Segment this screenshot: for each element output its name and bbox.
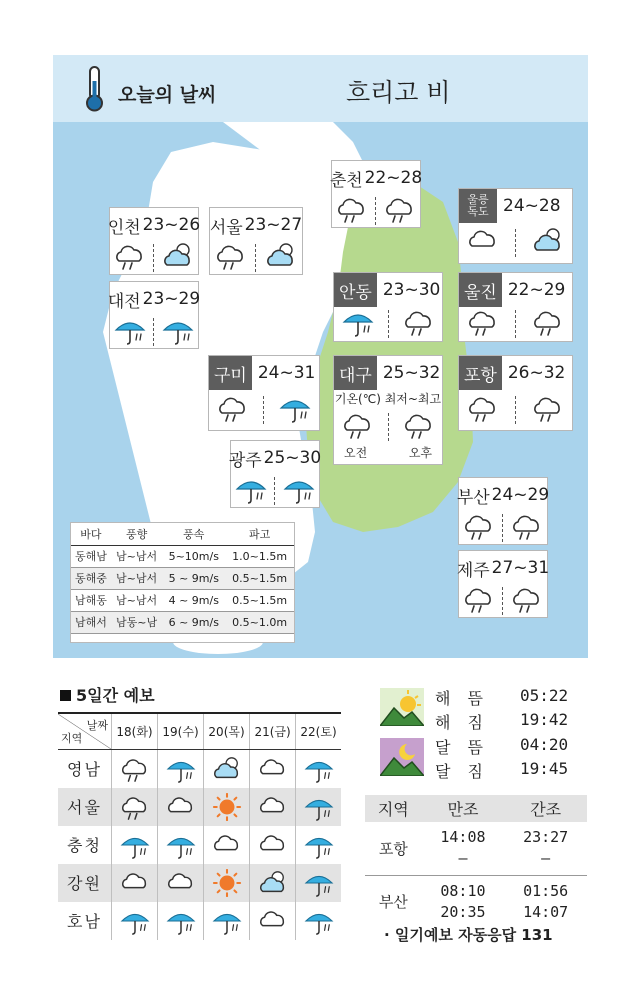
cloud-partly-sunny-icon [161, 241, 195, 275]
sun-icon [211, 793, 243, 821]
umbrella-rain-icon [165, 755, 197, 783]
umbrella-rain-icon [158, 826, 204, 864]
city-temp: 23~30 [382, 280, 441, 300]
umbrella-rain-icon [341, 307, 375, 337]
umbrella-rain-icon [204, 902, 250, 940]
cloud-rain-icon [113, 241, 147, 275]
umbrella-rain-icon [165, 831, 197, 859]
umbrella-rain-icon [303, 907, 335, 935]
cloud-partly-sunny-icon [250, 864, 296, 902]
cloud-rain-icon [510, 511, 544, 545]
auto-response-number: · 일기예보 자동응답 131 [384, 926, 553, 944]
table-row: 강원 [58, 864, 341, 902]
cloud-icon [257, 907, 289, 935]
cloud-partly-sunny-icon [161, 241, 195, 271]
cloud-rain-icon [462, 584, 496, 618]
city-temp: 25~32 [382, 363, 441, 383]
cloud-icon [257, 755, 289, 783]
city-temp: 25~30 [263, 448, 322, 468]
cloud-rain-icon [510, 511, 544, 541]
weather-map-panel [53, 55, 588, 658]
cloud-rain-icon [402, 410, 436, 444]
moonrise-row: 달 뜸 04:20 [435, 735, 569, 757]
table-row: 영남 [58, 750, 341, 788]
city-card-ulleung [458, 188, 573, 264]
cloud-rain-icon [402, 410, 436, 440]
city-card-gwangju [230, 440, 320, 508]
umbrella-rain-icon [161, 315, 195, 345]
cloud-icon [158, 864, 204, 902]
cloud-rain-icon [341, 410, 375, 440]
tide-header: 만조 [422, 795, 505, 822]
forecast-title: 5일간 예보 [60, 683, 155, 706]
city-temp: 24~29 [491, 485, 550, 505]
cloud-partly-sunny-icon [257, 869, 289, 897]
cloud-icon [250, 826, 296, 864]
sea-header: 바다 [71, 523, 111, 545]
city-name: 인천 [107, 217, 141, 238]
cloud-rain-icon [466, 393, 500, 423]
city-tag: 울릉 독도 [459, 189, 497, 223]
cloud-rain-icon [383, 194, 417, 224]
city-name: 대전 [107, 291, 141, 312]
map-header [53, 55, 588, 122]
corner-header: 날짜 지역 [58, 713, 112, 750]
sea-conditions-table [70, 522, 295, 643]
date-header: 21(금) [250, 713, 296, 750]
cloud-icon [466, 226, 500, 260]
table-row: 호남 [58, 902, 341, 940]
city-name: 제주 [456, 560, 490, 581]
umbrella-rain-icon [234, 474, 268, 508]
umbrella-rain-icon [282, 474, 316, 504]
umbrella-rain-icon [161, 315, 195, 349]
umbrella-rain-icon [303, 831, 335, 859]
city-tag: 구미 [209, 356, 252, 390]
cloud-rain-icon [466, 393, 500, 427]
cloud-rain-icon [531, 307, 565, 337]
date-header: 22(토) [296, 713, 341, 750]
umbrella-rain-icon [119, 831, 151, 859]
sea-header: 파고 [225, 523, 294, 545]
umbrella-rain-icon [296, 864, 341, 902]
umbrella-rain-icon [341, 307, 375, 341]
cloud-icon [211, 831, 243, 859]
table-row: 서울 [58, 788, 341, 826]
umbrella-rain-icon [112, 902, 158, 940]
city-card-pohang [458, 355, 573, 431]
table-row: 동해남 남~남서 5~10m/s 1.0~1.5m [71, 545, 294, 567]
umbrella-rain-icon [296, 788, 341, 826]
cloud-icon [466, 226, 500, 256]
city-temp: 23~29 [142, 289, 201, 309]
cloud-rain-icon [531, 307, 565, 341]
table-row: 충청 [58, 826, 341, 864]
city-card-andong [333, 272, 443, 342]
city-tag: 포항 [459, 356, 502, 390]
city-card-uljin [458, 272, 573, 342]
cloud-rain-icon [466, 307, 500, 337]
table-row: 남해동 남~남서 4 ~ 9m/s 0.5~1.5m [71, 589, 294, 611]
cloud-icon [158, 788, 204, 826]
tide-header: 지역 [365, 795, 422, 822]
five-day-forecast-table [58, 712, 341, 940]
temp-legend-note: 기온(℃) 최저~최고 [334, 392, 442, 406]
sunrise-row: 해 뜸 05:22 [435, 686, 569, 708]
cloud-rain-icon [402, 307, 436, 337]
cloud-icon [112, 864, 158, 902]
cloud-rain-icon [531, 393, 565, 427]
city-name: 춘천 [329, 170, 363, 191]
today-weather-label: 오늘의 날씨 [118, 84, 217, 106]
umbrella-rain-icon [303, 793, 335, 821]
pm-label: 오후 [408, 446, 432, 460]
table-row: 동해중 남~남서 5 ~ 9m/s 0.5~1.5m [71, 567, 294, 589]
cloud-rain-icon [466, 307, 500, 341]
city-card-daejeon [109, 281, 199, 349]
cloud-rain-icon [119, 755, 151, 783]
sun-icon [204, 864, 250, 902]
sea-header: 풍향 [111, 523, 162, 545]
umbrella-rain-icon [211, 907, 243, 935]
umbrella-rain-icon [296, 902, 341, 940]
tide-table [365, 795, 587, 928]
cloud-rain-icon [341, 410, 375, 444]
cloud-icon [257, 793, 289, 821]
city-card-chuncheon [331, 160, 421, 228]
weather-summary: 흐리고 비 [346, 78, 451, 107]
cloud-rain-icon [214, 241, 248, 271]
umbrella-rain-icon [165, 907, 197, 935]
cloud-icon [250, 902, 296, 940]
cloud-rain-icon [216, 393, 250, 427]
am-label: 오전 [344, 446, 368, 460]
cloud-partly-sunny-icon [204, 750, 250, 788]
cloud-rain-icon [112, 750, 158, 788]
umbrella-rain-icon [296, 750, 341, 788]
umbrella-rain-icon [278, 393, 312, 423]
city-temp: 27~31 [491, 558, 550, 578]
cloud-icon [165, 793, 197, 821]
cloud-icon [257, 831, 289, 859]
cloud-rain-icon [214, 241, 248, 275]
umbrella-rain-icon [234, 474, 268, 504]
cloud-rain-icon [510, 584, 544, 618]
sun-icon [204, 788, 250, 826]
city-tag: 대구 [334, 356, 377, 390]
city-name: 서울 [209, 217, 243, 238]
city-card-jeju [458, 550, 548, 618]
city-card-busan [458, 477, 548, 545]
city-temp: 26~32 [507, 363, 566, 383]
umbrella-rain-icon [112, 826, 158, 864]
umbrella-rain-icon [119, 907, 151, 935]
city-tag: 안동 [334, 273, 377, 307]
city-card-seoul [209, 207, 303, 275]
moon-mountain-icon [380, 738, 424, 776]
cloud-partly-sunny-icon [531, 226, 565, 260]
table-row: 남해서 남동~남 6 ~ 9m/s 0.5~1.0m [71, 611, 294, 633]
cloud-partly-sunny-icon [264, 241, 298, 271]
city-temp: 24~28 [503, 196, 561, 216]
sea-header: 풍속 [162, 523, 225, 545]
cloud-icon [250, 750, 296, 788]
cloud-rain-icon [402, 307, 436, 341]
cloud-rain-icon [531, 393, 565, 423]
sun-icon [211, 869, 243, 897]
umbrella-rain-icon [278, 393, 312, 427]
cloud-rain-icon [462, 511, 496, 541]
cloud-partly-sunny-icon [531, 226, 565, 256]
city-card-gumi [208, 355, 320, 431]
umbrella-rain-icon [158, 750, 204, 788]
thermometer-icon [79, 65, 109, 113]
table-row: 포항 14:08 – 23:27 – [365, 822, 587, 875]
cloud-rain-icon [462, 584, 496, 614]
umbrella-rain-icon [113, 315, 147, 345]
cloud-rain-icon [119, 793, 151, 821]
date-header: 18(화) [112, 713, 158, 750]
cloud-partly-sunny-icon [211, 755, 243, 783]
cloud-rain-icon [216, 393, 250, 423]
city-card-daegu [333, 355, 443, 465]
umbrella-rain-icon [296, 826, 341, 864]
umbrella-rain-icon [303, 755, 335, 783]
cloud-icon [119, 869, 151, 897]
date-header: 19(수) [158, 713, 204, 750]
umbrella-rain-icon [113, 315, 147, 349]
sunrise-mountain-icon [380, 688, 424, 726]
city-temp: 24~31 [257, 363, 316, 383]
cloud-icon [204, 826, 250, 864]
sunset-row: 해 짐 19:42 [435, 710, 569, 732]
umbrella-rain-icon [158, 902, 204, 940]
umbrella-rain-icon [303, 869, 335, 897]
cloud-rain-icon [113, 241, 147, 271]
city-tag: 울진 [459, 273, 502, 307]
cloud-rain-icon [462, 511, 496, 545]
city-temp: 23~26 [142, 215, 201, 235]
cloud-rain-icon [335, 194, 369, 228]
city-temp: 22~29 [507, 280, 566, 300]
cloud-rain-icon [112, 788, 158, 826]
city-name: 광주 [228, 450, 262, 471]
city-temp: 22~28 [364, 168, 423, 188]
date-header: 20(목) [204, 713, 250, 750]
cloud-icon [250, 788, 296, 826]
tide-header: 간조 [504, 795, 587, 822]
table-row: 부산 08:10 20:35 01:56 14:07 [378, 881, 569, 921]
cloud-partly-sunny-icon [264, 241, 298, 275]
cloud-rain-icon [383, 194, 417, 228]
umbrella-rain-icon [282, 474, 316, 508]
moonset-row: 달 짐 19:45 [435, 759, 569, 781]
cloud-icon [165, 869, 197, 897]
cloud-rain-icon [510, 584, 544, 614]
cloud-rain-icon [335, 194, 369, 224]
city-card-incheon [109, 207, 199, 275]
city-name: 부산 [456, 487, 490, 508]
city-temp: 23~27 [244, 215, 303, 235]
